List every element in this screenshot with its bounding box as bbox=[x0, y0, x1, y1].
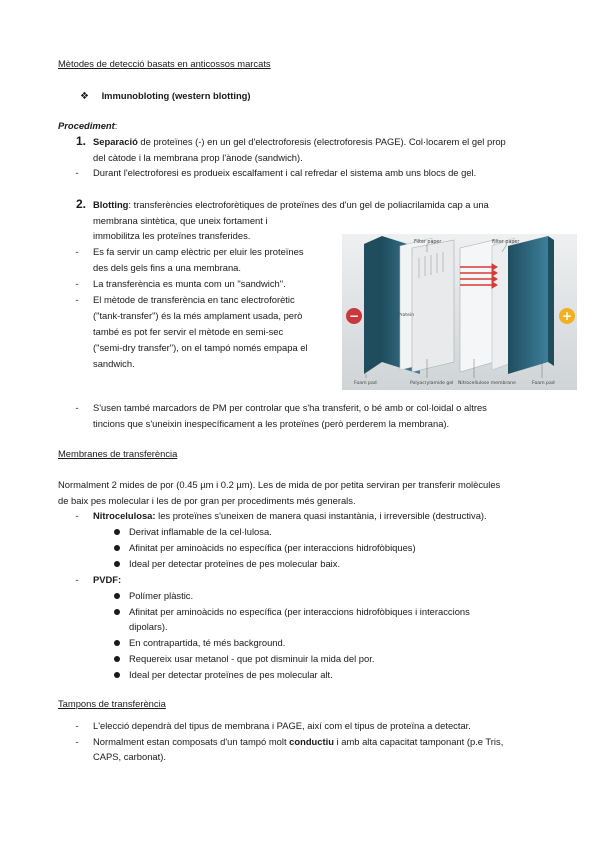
pvdf-item: Ideal per detectar proteïnes de pes molecular alt. bbox=[129, 669, 333, 680]
right-pad-face bbox=[508, 236, 548, 374]
bullet-dot bbox=[114, 593, 120, 599]
tampons-dash2-a: Normalment estan composats d'un tampó molt bbox=[93, 736, 290, 747]
label-filter-paper-right: Filter paper bbox=[492, 240, 520, 245]
nitro-item: Ideal per detectar proteïnes de pes molecular baix. bbox=[129, 558, 341, 569]
pvdf-item: En contrapartida, té més background. bbox=[129, 637, 286, 648]
tampons-dash-1: L'elecció dependrà del tipus de membrana i PAGE, així com el tipus de proteïna a detectar. bbox=[93, 720, 471, 731]
step1-line2: del càtode i la membrana prop l'ànode (sandwich). bbox=[93, 152, 303, 163]
tampons-heading: Tampons de transferència bbox=[58, 698, 166, 709]
cathode-minus-icon bbox=[346, 308, 362, 324]
step2-line1-rest: : transferències electroforètiques de proteïnes des d'un gel de poliacrilamida cap a una bbox=[128, 199, 489, 210]
bullet-dot bbox=[114, 656, 120, 662]
dash-marker: - bbox=[75, 278, 79, 289]
procediment-label bbox=[58, 120, 117, 132]
step2-line2: membrana sintètica, que uneix fortament i bbox=[93, 215, 268, 226]
step2-dash-c4: ("semi-dry transfer"), on el tampó només empapa el bbox=[93, 342, 308, 353]
plus-glyph: + bbox=[561, 309, 573, 323]
tampons-dash-2-line2: CAPS, carbonat). bbox=[93, 751, 166, 762]
label-foam-pad-left: Foam pad bbox=[354, 381, 377, 386]
bullet-dot bbox=[114, 561, 120, 567]
nitrocelulosa-bold: Nitrocelulosa: bbox=[93, 510, 156, 521]
bullet-dot bbox=[114, 672, 120, 678]
anode-plus-icon bbox=[559, 308, 575, 324]
membranes-intro-2: de baix pes molecular i les de por gran per procediments més generals. bbox=[58, 495, 356, 506]
step1-line1-rest: de proteïnes (-) en un gel d'electroforesis (electroforesis PAGE). Col·locarem el gel prop bbox=[137, 136, 506, 147]
step2-dash-a1: Es fa servir un camp elèctric per eluir les proteïnes bbox=[93, 246, 304, 257]
polyacrylamide-gel bbox=[412, 240, 454, 372]
step2-dash-c2: ("tank-transfer") és la més amplament usada, però bbox=[93, 310, 303, 321]
subheading-text: Immunobloting (western blotting) bbox=[101, 90, 251, 101]
minus-glyph: − bbox=[348, 309, 360, 323]
step2-line1 bbox=[93, 199, 489, 211]
step2-line3: immobilitza les proteïnes transferides. bbox=[93, 230, 251, 241]
subheading bbox=[80, 90, 251, 103]
dash-marker: - bbox=[75, 402, 79, 413]
dash-marker: - bbox=[75, 574, 79, 585]
left-pad-side bbox=[364, 236, 382, 374]
step2-dash-d2: tincions que s'uneixin inespecíficament a les proteïnes (però perderem la membrana). bbox=[93, 418, 450, 429]
bullet-dot bbox=[114, 640, 120, 646]
diamond-bullet-icon: ❖ bbox=[80, 91, 89, 102]
bullet-dot bbox=[114, 529, 120, 535]
label-polyacrylamide-gel: Polyacrylamide gel bbox=[410, 381, 454, 386]
bullet-dot bbox=[114, 545, 120, 551]
dash-marker: - bbox=[75, 510, 79, 521]
tampons-dash-2 bbox=[93, 736, 503, 748]
pvdf-item-continued: dipolars). bbox=[129, 621, 168, 632]
step2-bold: Blotting bbox=[93, 199, 129, 210]
dash-marker: - bbox=[75, 720, 79, 731]
step2-dash-d1: S'usen també marcadors de PM per controlar que s'ha transferit, o bé amb or col·loidal o altres bbox=[93, 402, 487, 413]
label-filter-paper-left: Filter paper bbox=[414, 240, 442, 245]
label-foam-pad-right: Foam pad bbox=[532, 381, 555, 386]
step1-dash1: Durant l'electroforesi es produeix escalfament i cal refredar el sistema amb uns blocs de gel. bbox=[93, 167, 477, 178]
dash-marker: - bbox=[75, 294, 79, 305]
pvdf-item: Polímer plàstic. bbox=[129, 590, 194, 601]
pvdf-item: Afinitat per aminoàcids no específica (per interaccions hidrofòbiques i interaccions bbox=[129, 606, 470, 617]
step2-dash-c3: també es pot fer servir el mètode en semi-sec bbox=[93, 326, 284, 337]
tampons-dash2-b: i amb alta capacitat tamponant (p.e Tris, bbox=[333, 736, 504, 747]
membranes-intro-1: Normalment 2 mides de por (0.45 µm i 0.2 µm). Les de mida de por petita serviran per transferir molècules bbox=[58, 479, 501, 490]
nitrocelulosa-rest: les proteïnes s'uneixen de manera quasi instantània, i irreversible (destructiva). bbox=[155, 510, 487, 521]
page-title: Mètodes de detecció basats en anticossos marcats bbox=[58, 58, 271, 69]
nitro-item: Derivat inflamable de la cel·lulosa. bbox=[129, 526, 272, 537]
step-number-2: 2. bbox=[76, 197, 87, 211]
nitro-item: Afinitat per aminoàcids no específica (per interaccions hidrofòbiques) bbox=[129, 542, 416, 553]
step1-line1 bbox=[93, 136, 506, 148]
membranes-heading: Membranes de transferència bbox=[58, 448, 178, 459]
step2-dash-c1: El mètode de transferència en tanc electroforètic bbox=[93, 294, 295, 305]
right-foam-pad bbox=[508, 236, 554, 374]
nitrocellulose-membrane bbox=[460, 240, 494, 372]
step2-dash-b: La transferència es munta com un "sandwich". bbox=[93, 278, 286, 289]
step2-dash-c5: sandwich. bbox=[93, 358, 135, 369]
bullet-dot bbox=[114, 609, 120, 615]
step2-dash-a2: des dels gels fins a una membrana. bbox=[93, 262, 241, 273]
step-number-1: 1. bbox=[76, 134, 87, 148]
tampons-dash2-bold: conductiu bbox=[289, 736, 334, 747]
dash-marker: - bbox=[75, 736, 79, 747]
nitrocelulosa-line bbox=[93, 510, 487, 522]
step1-bold: Separació bbox=[93, 136, 138, 147]
pvdf-bold: PVDF: bbox=[93, 574, 122, 585]
label-nitrocellulose-membrane: Nitrocellulose membrane bbox=[458, 381, 516, 386]
sandwich-diagram bbox=[342, 234, 577, 390]
dash-marker: - bbox=[75, 167, 79, 178]
label-protein: Protein bbox=[398, 313, 415, 318]
right-pad-side bbox=[548, 236, 554, 366]
western-blot-sandwich-figure bbox=[342, 234, 577, 390]
dash-marker: - bbox=[75, 246, 79, 257]
procediment-text: Procediment bbox=[58, 120, 115, 131]
procediment-colon: : bbox=[114, 120, 118, 131]
pvdf-item: Requereix usar metanol - que pot disminuir la mida del por. bbox=[129, 653, 375, 664]
